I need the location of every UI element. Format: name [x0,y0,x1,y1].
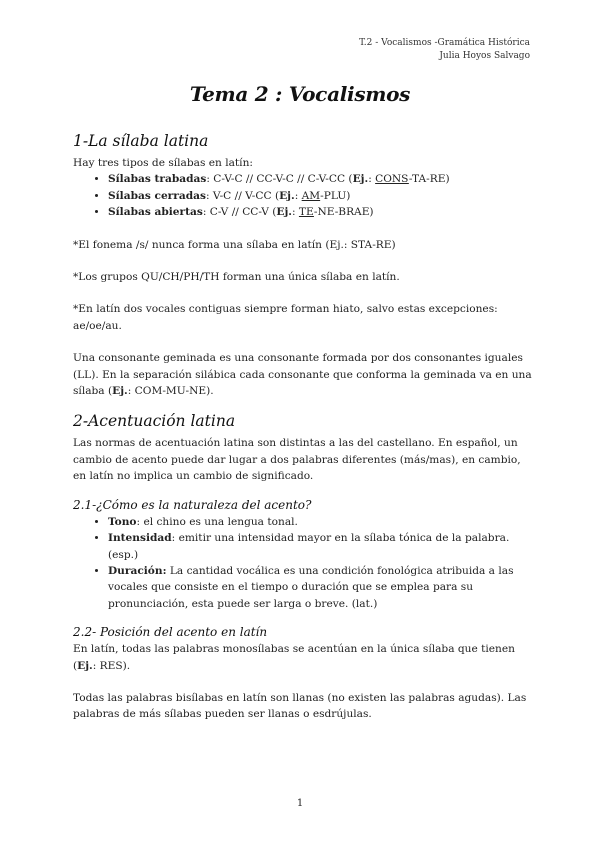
document-title: Tema 2 : Vocalismos [189,82,411,106]
accent-nature-list [73,514,533,612]
page-header [359,37,530,63]
header-line-1: T.2 - Vocalismos -Gramática Histórica [359,38,530,48]
list-item: • Duración: La cantidad vocálica es una condición fonológica atribuida a las vocales que consiste en el tiempo o duración que se emplea para su pronunciación, esta puede ser larga o breve. (lat.) [108,563,533,612]
list-item: • Sílabas abiertas: C-V // CC-V (Ej.: TE-NE-BRAE) [108,204,533,220]
section-2-heading: 2-Acentuación latina [73,412,236,431]
bisyllable-paragraph: Todas las palabras bisílabas en latín son llanas (no existen las palabras agudas). Las palabras de más sílabas pueden ser llanas o esdrújulas. [73,691,527,721]
page-number: 1 [296,798,304,809]
list-item: • Sílabas trabadas: C-V-C // CC-V-C // C-V-CC (Ej.: CONS-TA-RE) [108,171,533,187]
list-item: • Sílabas cerradas: V-C // V-CC (Ej.: AM-PLU) [108,188,533,204]
subsection-2-2-heading: 2.2- Posición del acento en latín [73,625,268,640]
monosyllable-paragraph: En latín, todas las palabras monosílabas se acentúan en la única sílaba que tienen (Ej.: RES). [73,643,515,672]
list-item: • Tono: el chino es una lengua tonal. [108,514,533,530]
list-item: • Intensidad: emitir una intensidad mayor en la sílaba tónica de la palabra. (esp.) [108,530,533,563]
document-body [73,131,533,723]
section-1-heading: 1-La sílaba latina [73,132,209,150]
syllable-types-list [73,171,533,220]
note-groups: *Los grupos QU/CH/PH/TH forman una única sílaba en latín. [73,271,400,284]
note-s-phoneme: *El fonema /s/ nunca forma una sílaba en latín (Ej.: STA-RE) [73,238,396,251]
geminate-paragraph: Una consonante geminada es una consonante formada por dos consonantes iguales (LL). En la separación silábica cada consonante que conforma la geminada va en una sílaba (Ej.: COM-MU-NE). [73,352,532,398]
section-1-intro: Hay tres tipos de sílabas en latín: [73,157,253,169]
subsection-2-1-heading: 2.1-¿Cómo es la naturaleza del acento? [73,497,312,512]
section-2-intro: Las normas de acentuación latina son distintas a las del castellano. En español, un cambio de acento puede dar lugar a dos palabras diferentes (más/mas), en cambio, en latín no implica un cambio de significado. [73,437,521,483]
header-line-2: Julia Hoyos Salvago [439,51,530,61]
note-hiatus: *En latín dos vocales contiguas siempre forman hiato, salvo estas excepciones: ae/oe/au. [73,303,498,332]
